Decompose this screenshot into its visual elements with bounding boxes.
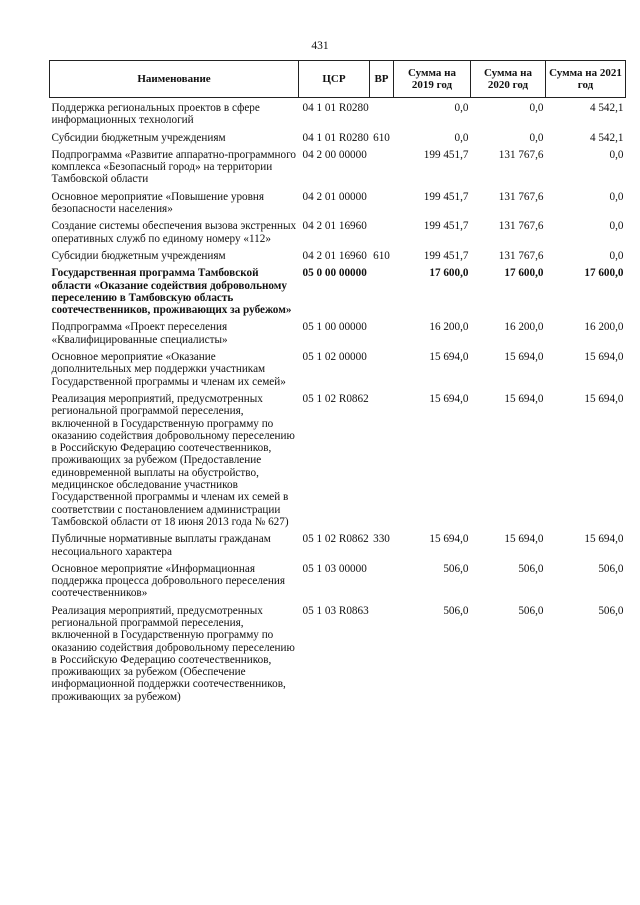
row-sum-2020: 16 200,0 <box>504 321 544 334</box>
table-row <box>50 191 626 221</box>
table-body <box>50 98 626 709</box>
row-vr: 610 <box>373 131 390 144</box>
row-name: Создание системы обеспечения вызова экстренных оперативных служб по единому номеру «112» <box>51 220 297 245</box>
table-row <box>50 321 626 351</box>
row-sum-2021: 17 600,0 <box>584 267 624 280</box>
table-row <box>50 149 626 191</box>
row-sum-2019: 0,0 <box>454 131 469 144</box>
row-sum-2019: 15 694,0 <box>429 351 469 364</box>
row-name: Государственная программа Тамбовской области «Оказание содействия добровольному переселению в Тамбовскую область соотечественников, проживающих за рубежом» <box>51 267 292 317</box>
row-csr: 04 2 01 16960 <box>302 249 367 262</box>
header-sum-2020: Сумма на 2020 год <box>471 61 546 98</box>
row-vr <box>370 605 394 708</box>
header-name: Наименование <box>50 61 299 98</box>
table-header <box>50 61 626 98</box>
row-name: Основное мероприятие «Информационная поддержка процесса добровольного переселения соотечественников» <box>51 562 286 600</box>
header-csr: ЦСР <box>299 61 370 98</box>
row-sum-2020: 131 767,6 <box>498 249 544 262</box>
row-sum-2021: 0,0 <box>609 190 624 203</box>
row-vr <box>370 267 394 321</box>
row-sum-2019: 16 200,0 <box>429 321 469 334</box>
row-sum-2019: 199 451,7 <box>423 249 469 262</box>
row-vr <box>370 220 394 250</box>
table-row <box>50 220 626 250</box>
table-row <box>50 533 626 563</box>
table-row <box>50 393 626 533</box>
row-vr <box>370 98 394 132</box>
row-sum-2021: 4 542,1 <box>589 131 624 144</box>
row-sum-2020: 0,0 <box>529 131 544 144</box>
row-sum-2021: 4 542,1 <box>589 102 624 114</box>
row-vr <box>370 149 394 191</box>
table-row <box>50 250 626 267</box>
row-sum-2019: 0,0 <box>454 102 469 114</box>
row-sum-2020: 506,0 <box>518 562 544 575</box>
row-sum-2020: 17 600,0 <box>504 267 544 280</box>
row-csr: 04 1 01 R0280 <box>302 131 369 144</box>
row-sum-2019: 15 694,0 <box>429 533 469 546</box>
row-sum-2019: 506,0 <box>443 562 469 575</box>
header-vr: ВР <box>370 61 394 98</box>
table-row <box>50 98 626 132</box>
row-name: Основное мероприятие «Повышение уровня безопасности населения» <box>51 190 265 216</box>
row-csr: 05 1 02 R0862 <box>302 533 369 546</box>
row-name: Субсидии бюджетным учреждениям <box>51 131 226 144</box>
row-sum-2020: 15 694,0 <box>504 392 544 405</box>
row-sum-2020: 15 694,0 <box>504 533 544 546</box>
row-csr: 05 1 03 R0863 <box>302 604 369 617</box>
table-row <box>50 351 626 393</box>
row-name: Подпрограмма «Проект переселения «Квалифицированные специалисты» <box>51 321 228 346</box>
row-name: Основное мероприятие «Оказание дополнительных мер поддержки участникам Государственной программы и членам их семей» <box>51 351 286 388</box>
row-sum-2021: 15 694,0 <box>584 392 624 405</box>
row-csr: 04 2 01 16960 <box>302 220 367 233</box>
row-csr: 05 1 03 00000 <box>302 562 367 575</box>
row-name: Поддержка региональных проектов в сфере информационных технологий <box>51 102 260 127</box>
header-sum-2021: Сумма на 2021 год <box>546 61 626 98</box>
row-sum-2019: 17 600,0 <box>429 267 469 280</box>
row-csr: 05 1 02 R0862 <box>302 392 369 405</box>
row-sum-2020: 131 767,6 <box>498 190 544 203</box>
row-sum-2021: 15 694,0 <box>584 533 624 546</box>
budget-table <box>49 60 626 708</box>
row-sum-2020: 131 767,6 <box>498 148 544 161</box>
page-number: 431 <box>311 40 329 52</box>
table-row <box>50 132 626 149</box>
row-sum-2021: 506,0 <box>598 562 624 575</box>
row-vr <box>370 351 394 393</box>
row-sum-2021: 15 694,0 <box>584 351 624 364</box>
row-vr <box>370 321 394 351</box>
row-name: Субсидии бюджетным учреждениям <box>51 249 226 262</box>
row-vr <box>370 563 394 605</box>
row-sum-2020: 0,0 <box>529 102 544 114</box>
row-csr: 05 0 00 00000 <box>302 267 367 280</box>
header-sum-2019: Сумма на 2019 год <box>394 61 471 98</box>
row-csr: 04 1 01 R0280 <box>302 102 369 114</box>
table-row-program <box>50 267 626 321</box>
row-sum-2019: 199 451,7 <box>423 220 469 233</box>
row-vr <box>370 191 394 221</box>
row-sum-2021: 0,0 <box>609 148 624 161</box>
row-csr: 04 2 01 00000 <box>302 190 367 203</box>
row-vr: 330 <box>373 533 390 546</box>
row-sum-2021: 0,0 <box>609 220 624 233</box>
row-name: Реализация мероприятий, предусмотренных региональной программой переселения, включенной в Государственную программу по оказанию содействия добровольному переселению в Российскую Федерацию соотечественников, проживающих за рубежом (Предоставление единовременной выплаты на обустройство, медицинское обследование участников Государственной программы и членам их семей в соответствии с постановлением администрации Тамбовской области от 18 июня 2013 года № 627) <box>51 392 295 528</box>
row-sum-2021: 16 200,0 <box>584 321 624 334</box>
row-csr: 04 2 00 00000 <box>302 148 367 161</box>
row-sum-2019: 199 451,7 <box>423 190 469 203</box>
row-sum-2021: 0,0 <box>609 249 624 262</box>
row-name: Реализация мероприятий, предусмотренных региональной программой переселения, включенной в Государственную программу по оказанию содействия добровольному переселению в Российскую Федерацию соотечественников, проживающих за рубежом (Обеспечение информационной поддержки соотечественников, проживающих за рубежом) <box>51 604 295 703</box>
row-sum-2019: 199 451,7 <box>423 148 469 161</box>
table-row <box>50 605 626 708</box>
row-name: Подпрограмма «Развитие аппаратно-программного комплекса «Безопасный город» на территории Тамбовской области <box>51 148 297 186</box>
row-vr <box>370 393 394 533</box>
row-csr: 05 1 00 00000 <box>302 321 367 334</box>
row-name: Публичные нормативные выплаты гражданам несоциального характера <box>51 533 271 558</box>
row-sum-2021: 506,0 <box>598 604 624 617</box>
row-sum-2020: 15 694,0 <box>504 351 544 364</box>
table-row <box>50 563 626 605</box>
row-sum-2019: 506,0 <box>443 604 469 617</box>
row-sum-2020: 131 767,6 <box>498 220 544 233</box>
row-sum-2020: 506,0 <box>518 604 544 617</box>
row-sum-2019: 15 694,0 <box>429 392 469 405</box>
row-csr: 05 1 02 00000 <box>302 351 367 364</box>
row-vr: 610 <box>373 249 390 262</box>
